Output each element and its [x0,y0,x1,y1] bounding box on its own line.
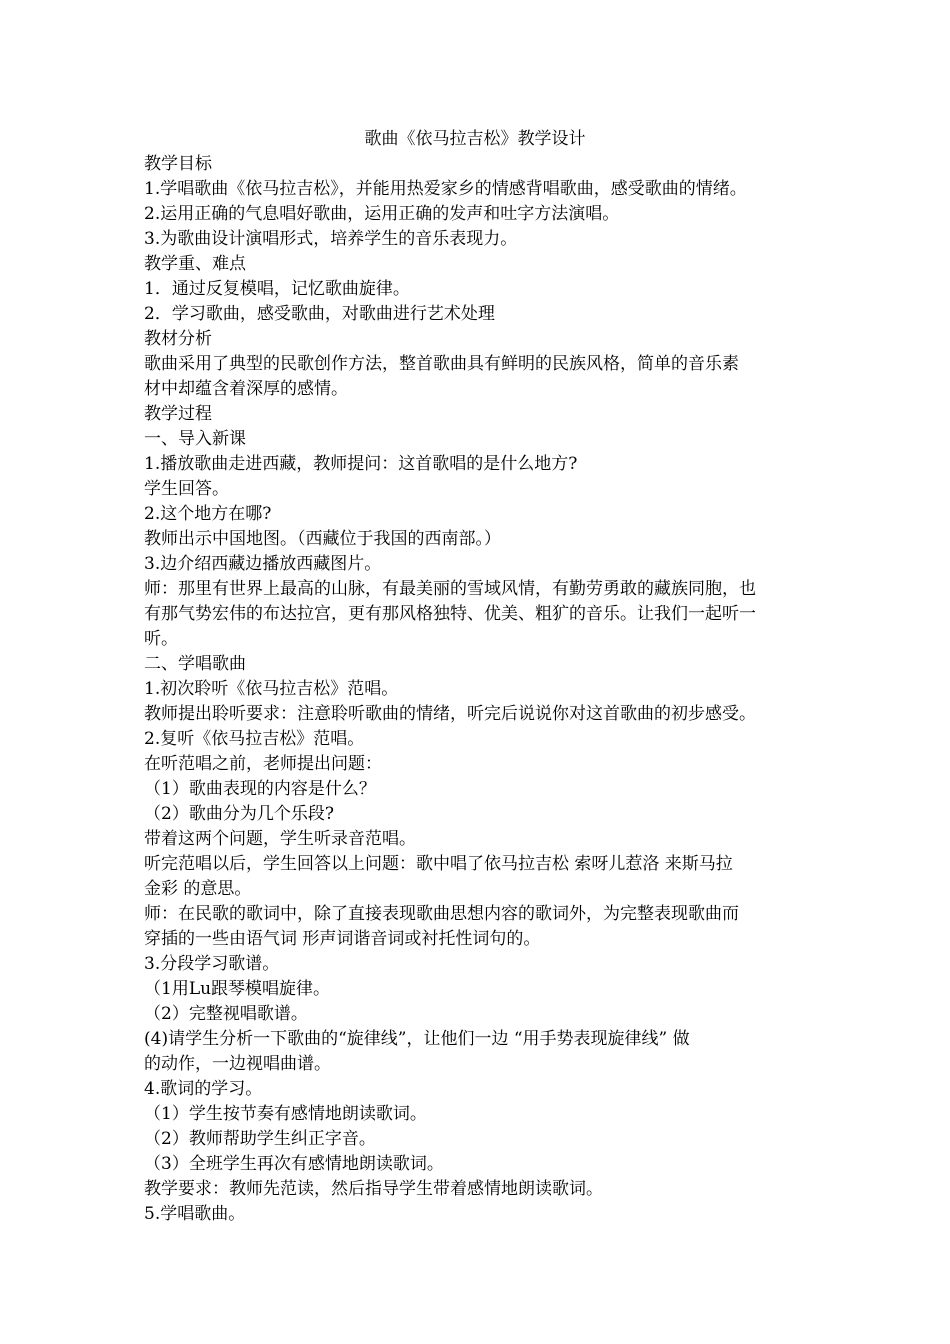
text-line: （1）学生按节奏有感情地朗读歌词。 [144,1104,427,1124]
text-line: 教学目标 [144,154,212,174]
text-line: 1．通过反复模唱，记忆歌曲旋律。 [144,279,410,299]
text-line: 1.学唱歌曲《依马拉吉松》，并能用热爱家乡的情感背唱歌曲，感受歌曲的情绪。 [144,179,747,199]
text-line: 1.初次聆听《依马拉吉松》范唱。 [144,679,399,699]
text-line: 3.边介绍西藏边播放西藏图片。 [144,554,382,574]
text-line: 有那气势宏伟的布达拉宫，更有那风格独特、优美、粗犷的音乐。让我们一起听一 [144,604,756,624]
text-line: 1.播放歌曲走进西藏，教师提问：这首歌唱的是什么地方? [144,454,578,474]
text-line: 金彩 的意思。 [144,879,252,899]
text-line: 歌曲采用了典型的民歌创作方法，整首歌曲具有鲜明的民族风格，简单的音乐素 [144,354,739,374]
text-line: 5.学唱歌曲。 [144,1204,246,1224]
document-title: 歌曲《依马拉吉松》教学设计 [364,129,586,149]
text-line: 一、导入新课 [144,429,246,449]
text-line: （1）歌曲表现的内容是什么？ [144,779,376,799]
text-line: 在听范唱之前，老师提出问题： [144,754,382,774]
text-line: 3.分段学习歌谱。 [144,954,280,974]
text-line: 2．学习歌曲，感受歌曲，对歌曲进行艺术处理 [144,304,495,324]
text-line: 师：那里有世界上最高的山脉，有最美丽的雪域风情，有勤劳勇敢的藏族同胞，也 [144,579,756,599]
text-line: 材中却蕴含着深厚的感情。 [144,379,348,399]
text-line: （2）歌曲分为几个乐段? [144,804,334,824]
text-line: 穿插的一些由语气词 形声词谐音词或衬托性词句的。 [144,929,541,949]
text-line: （2）完整视唱歌谱。 [144,1004,308,1024]
text-line: 教师出示中国地图。（西藏位于我国的西南部。） [144,529,501,549]
text-line: 2.这个地方在哪? [144,504,272,524]
text-line: 二、学唱歌曲 [144,654,246,674]
text-line: 教学要求：教师先范读，然后指导学生带着感情地朗读歌词。 [144,1179,603,1199]
text-line: 教学过程 [144,404,212,424]
text-line: 3.为歌曲设计演唱形式，培养学生的音乐表现力。 [144,229,518,249]
text-line: 2.运用正确的气息唱好歌曲，运用正确的发声和吐字方法演唱。 [144,204,620,224]
text-line: 的动作，一边视唱曲谱。 [144,1054,331,1074]
text-line: 教师提出聆听要求：注意聆听歌曲的情绪，听完后说说你对这首歌曲的初步感受。 [144,704,756,724]
text-line: 师：在民歌的歌词中，除了直接表现歌曲思想内容的歌词外，为完整表现歌曲而 [144,904,739,924]
text-line: 带着这两个问题，学生听录音范唱。 [144,829,416,849]
text-line: （2）教师帮助学生纠正字音。 [144,1129,376,1149]
text-line: 4.歌词的学习。 [144,1079,263,1099]
text-line: （1用Lu跟琴模唱旋律。 [144,979,331,999]
text-line: (4)请学生分析一下歌曲的“旋律线”，让他们一边 “用手势表现旋律线” 做 [144,1029,690,1049]
text-line: （3）全班学生再次有感情地朗读歌词。 [144,1154,444,1174]
text-line: 听完范唱以后，学生回答以上问题：歌中唱了依马拉吉松 索呀儿惹洛 来斯马拉 [144,854,733,874]
text-line: 学生回答。 [144,479,229,499]
document-body [144,152,812,1227]
text-line: 2.复听《依马拉吉松》范唱。 [144,729,365,749]
text-line: 教学重、难点 [144,254,246,274]
text-line: 听。 [144,629,178,649]
text-line: 教材分析 [144,329,212,349]
